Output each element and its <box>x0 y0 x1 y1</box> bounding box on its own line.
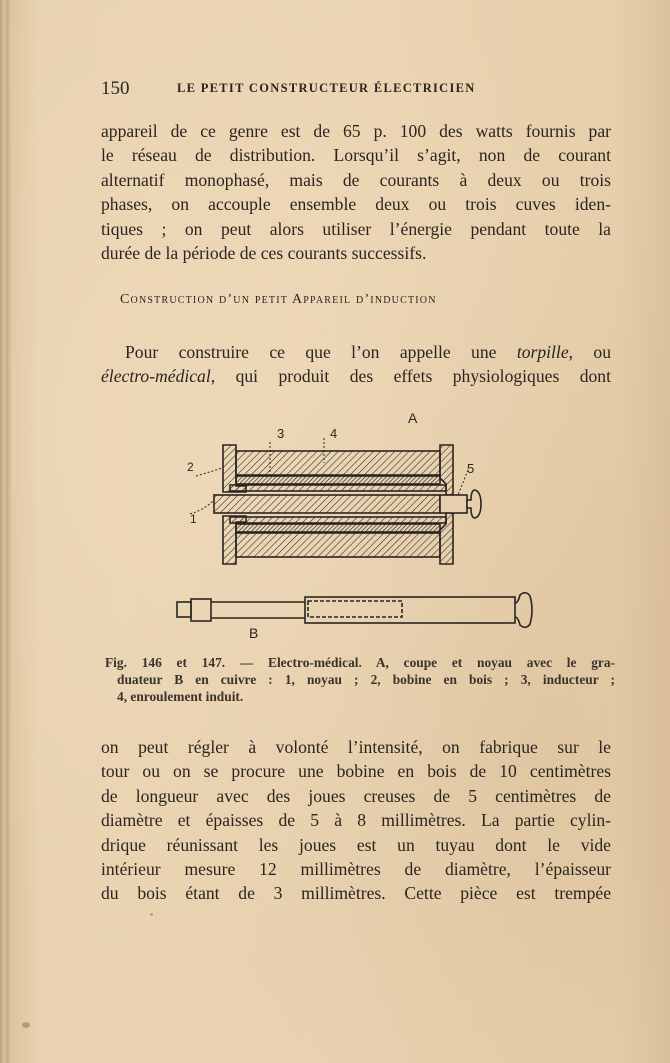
figure-label-a: A <box>408 410 418 426</box>
text-line: on peut régler à volonté l’intensité, on fabrique sur le <box>101 737 611 757</box>
ink-spot <box>150 913 153 916</box>
page-header <box>101 78 621 102</box>
caption-line: 4, enroulement induit. <box>117 688 244 704</box>
ink-spot <box>22 1022 30 1028</box>
text-run: , qui produit des effets physiologiques dont <box>210 366 611 387</box>
figure-drawing <box>170 400 550 650</box>
text-line: tiques ; on peut alors utiliser l’énergie pendant toute la <box>101 218 611 239</box>
coil-section-a <box>214 445 481 564</box>
text-line: le réseau de distribution. Lorsqu’il s’agit, non de courant <box>101 145 611 166</box>
callout-2: 2 <box>187 460 194 474</box>
secondary-winding-top <box>236 451 440 475</box>
iron-core <box>214 495 440 513</box>
caption-line: Fig. 146 et 147. — Electro-médical. A, coupe et noyau avec le gra- <box>105 655 615 670</box>
knob <box>467 490 481 518</box>
text-line: phases, on accouple ensemble deux ou trois cuves iden- <box>101 194 611 215</box>
text-line: intérieur mesure 12 millimètres de diamètre, l’épaisseur <box>101 859 611 880</box>
text-line: drique réunissant les joues est un tuyau dont le vide <box>101 834 611 855</box>
callout-4: 4 <box>330 426 338 441</box>
text-line: alternatif monophasé, mais de courants à deux ou trois <box>101 169 611 190</box>
italic-term: torpille <box>516 342 569 362</box>
text-run: Pour construire ce que l’on appelle une <box>125 342 517 362</box>
callout-5: 5 <box>467 461 475 476</box>
callout-1: 1 <box>190 512 197 526</box>
page-number: 150 <box>101 78 130 99</box>
running-title: LE PETIT CONSTRUCTEUR ÉLECTRICIEN <box>177 81 476 95</box>
graduator-b <box>177 593 532 628</box>
text-run: , ou <box>568 342 612 362</box>
text-line: appareil de ce genre est de 65 p. 100 des watts fournis par <box>101 121 611 141</box>
primary-winding-top <box>236 476 440 484</box>
bobbin-tube-bottom <box>230 517 446 523</box>
figure-label-b: B <box>249 625 259 641</box>
text-line: tour ou on se procure une bobine en bois de 10 centimètres <box>101 761 611 782</box>
figure-caption <box>105 655 615 705</box>
paragraph-2 <box>101 340 611 389</box>
page-edge <box>0 0 12 1063</box>
figure-electro-medical <box>170 400 550 650</box>
primary-winding-bottom <box>236 524 440 532</box>
section-title: Construction d’un petit Appareil d’induction <box>120 292 437 307</box>
text-line <box>101 340 611 364</box>
paragraph-3 <box>101 735 611 906</box>
text-line: du bois étant de 3 millimètres. Cette pièce est trempée <box>101 883 611 904</box>
secondary-winding-bottom <box>236 533 440 557</box>
text-line: diamètre et épaisses de 5 à 8 millimètres. La partie cylin- <box>101 810 611 831</box>
callout-3: 3 <box>277 426 285 441</box>
text-line: de longueur avec des joues creuses de 5 centimètres de <box>101 785 611 806</box>
italic-term: électro-médical <box>101 366 211 387</box>
text-line: durée de la période de ces courants successifs. <box>101 243 427 264</box>
bobbin-tube-top <box>230 485 446 491</box>
graduator-end <box>440 495 467 513</box>
text-line <box>101 364 611 388</box>
paragraph-1 <box>101 119 611 265</box>
caption-line: duateur B en cuivre : 1, noyau ; 2, bobine en bois ; 3, inducteur ; <box>117 671 615 687</box>
